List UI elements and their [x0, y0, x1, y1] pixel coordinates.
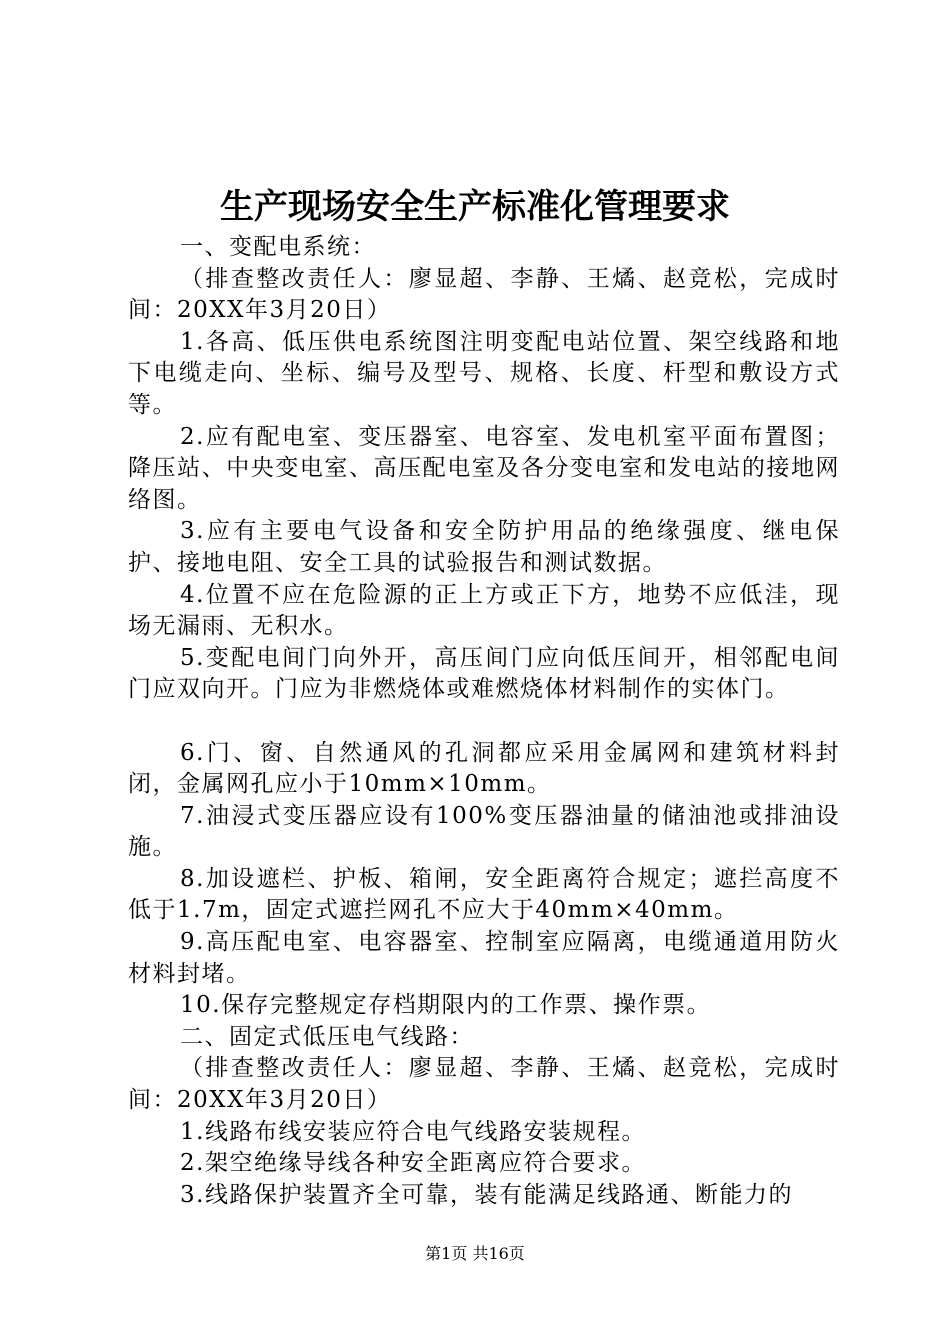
- requirement-item: 1.各高、低压供电系统图注明变配电站位置、架空线路和地下电缆走向、坐标、编号及型号、规格、长度、杆型和敷设方式等。: [128, 328, 840, 418]
- requirement-item: 10.保存完整规定存档期限内的工作票、操作票。: [180, 992, 712, 1019]
- requirement-item: 2.架空绝缘导线各种安全距离应符合要求。: [180, 1150, 646, 1177]
- responsible-note: （排查整改责任人：廖显超、李静、王燏、赵竞松，完成时间：20XX年3月20日）: [128, 265, 840, 324]
- requirement-item: 1.线路布线安装应符合电气线路安装规程。: [180, 1118, 646, 1145]
- requirement-item: 6.门、窗、自然通风的孔洞都应采用金属网和建筑材料封闭，金属网孔应小于10mm×10mm。: [128, 739, 840, 798]
- requirement-item: 3.应有主要电气设备和安全防护用品的绝缘强度、继电保护、接地电阻、安全工具的试验报告和测试数据。: [128, 518, 840, 576]
- requirement-item: 9.高压配电室、电容器室、控制室应隔离，电缆通道用防火材料封堵。: [128, 929, 840, 987]
- section-heading: 一、变配电系统：: [180, 234, 376, 260]
- requirement-item: 3.线路保护装置齐全可靠，装有能满足线路通、断能力的: [180, 1181, 793, 1208]
- requirement-item: 7.油浸式变压器应设有100%变压器油量的储油池或排油设施。: [128, 802, 840, 861]
- page-footer: 第1页 共16页: [425, 1244, 525, 1263]
- blank-line: [128, 706, 840, 738]
- section-heading: 二、固定式低压电气线路：: [180, 1023, 474, 1050]
- requirement-item: 4.位置不应在危险源的正上方或正下方，地势不应低洼，现场无漏雨、无积水。: [128, 581, 840, 640]
- requirement-item: 2.应有配电室、变压器室、电容室、发电机室平面布置图；降压站、中央变电室、高压配电室及各分变电室和发电站的接地网络图。: [128, 423, 840, 513]
- requirement-item: 8.加设遮栏、护板、箱闸，安全距离符合规定；遮拦高度不低于1.7m，固定式遮拦网孔不应大于40mm×40mm。: [128, 865, 840, 924]
- responsible-note: （排查整改责任人：廖显超、李静、王燏、赵竞松，完成时间：20XX年3月20日）: [128, 1055, 840, 1114]
- document-title: 生产现场安全生产标准化管理要求: [220, 187, 730, 227]
- document-body: [128, 232, 840, 1211]
- requirement-item: 5.变配电间门向外开，高压间门应向低压间开，相邻配电间门应双向开。门应为非燃烧体或难燃烧体材料制作的实体门。: [128, 644, 840, 703]
